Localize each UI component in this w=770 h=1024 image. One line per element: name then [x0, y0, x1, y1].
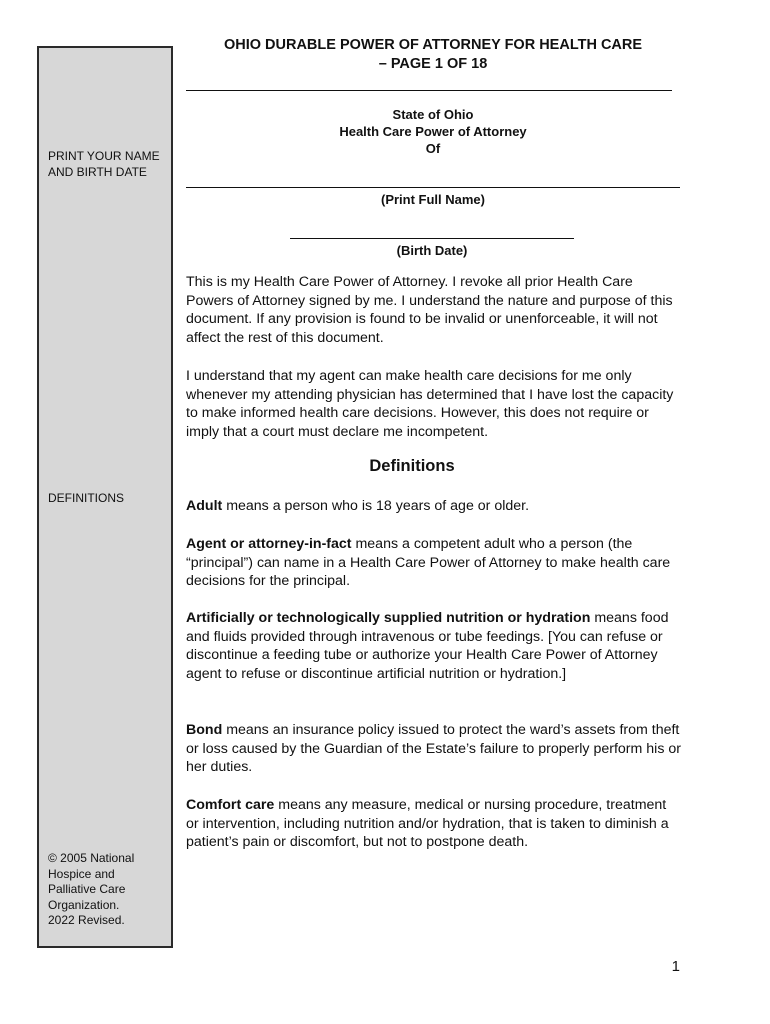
page-number: 1	[671, 958, 680, 975]
title-line: – PAGE 1 OF 18	[378, 56, 488, 72]
definition-bond	[186, 721, 682, 777]
copyright-line: Organization.	[48, 897, 120, 912]
state-label: State of Ohio	[392, 107, 474, 122]
form-subtitle	[186, 106, 680, 157]
sidebar-copyright-note	[48, 851, 168, 929]
definition-term: Adult	[186, 498, 223, 514]
sidebar-note-line: AND BIRTH DATE	[48, 164, 147, 179]
definition-text: means any measure, medical or nursing procedure, treatment or intervention, including nutrition and/or hydration, that is taken to diminish a patient’s pain or discomfort, but not to postpone death.	[186, 797, 669, 851]
margin-sidebar	[37, 46, 173, 948]
birth-date-label: (Birth Date)	[396, 243, 468, 258]
definitions-heading: Definitions	[369, 457, 455, 475]
copyright-line: Palliative Care	[48, 882, 126, 896]
definition-term: Agent or attorney-in-fact	[186, 536, 352, 552]
sidebar-note-line: PRINT YOUR NAME	[48, 149, 160, 163]
title-divider	[186, 90, 672, 91]
intro-paragraph-revocation: This is my Health Care Power of Attorney. I revoke all prior Health Care Powers of Attorney signed by me. I understand the nature and purpose of this document. If any provision is found to be invalid or unenforceable, it will not affect the rest of this document.	[186, 274, 673, 346]
print-name-label: (Print Full Name)	[380, 192, 485, 207]
definition-comfort-care	[186, 796, 682, 852]
definition-text: means a person who is 18 years of age or older.	[222, 498, 530, 514]
sidebar-print-name-note	[48, 149, 168, 180]
definition-term: Bond	[186, 722, 223, 738]
document-title	[186, 36, 680, 74]
definition-agent	[186, 535, 682, 591]
title-line: OHIO DURABLE POWER OF ATTORNEY FOR HEALTH CARE	[223, 37, 643, 53]
copyright-line: Hospice and	[48, 866, 115, 881]
definition-term: Artificially or technologically supplied nutrition or hydration	[186, 610, 591, 626]
definition-term: Comfort care	[186, 797, 275, 813]
full-name-line[interactable]	[186, 187, 680, 188]
sidebar-definitions-note: DEFINITIONS	[48, 491, 125, 505]
birth-date-line[interactable]	[290, 238, 574, 239]
copyright-line: © 2005 National	[48, 851, 135, 865]
definition-nutrition-hydration	[186, 609, 682, 683]
definition-adult	[186, 497, 682, 516]
form-name-label: Health Care Power of Attorney	[339, 124, 527, 139]
of-label: Of	[425, 141, 441, 156]
intro-paragraph-agent-authority: I understand that my agent can make health care decisions for me only whenever my attending physician has determined that I have lost the capacity to make informed health care decisions. However, this does not require or imply that a court must declare me incompetent.	[186, 368, 674, 440]
definition-text: means food and fluids provided through intravenous or tube feedings. [You can refuse or discontinue a feeding tube or authorize your Health Care Power of Attorney agent to refuse or discontinue artificial nutrition or hydration.]	[186, 610, 669, 682]
definition-text: means an insurance policy issued to protect the ward’s assets from theft or loss caused by the Guardian of the Estate’s failure to properly perform his or her duties.	[186, 722, 681, 776]
definition-text: means a competent adult who a person (the “principal”) can name in a Health Care Power of Attorney to make health care decisions for the principal.	[186, 536, 671, 590]
copyright-line: 2022 Revised.	[48, 913, 125, 927]
